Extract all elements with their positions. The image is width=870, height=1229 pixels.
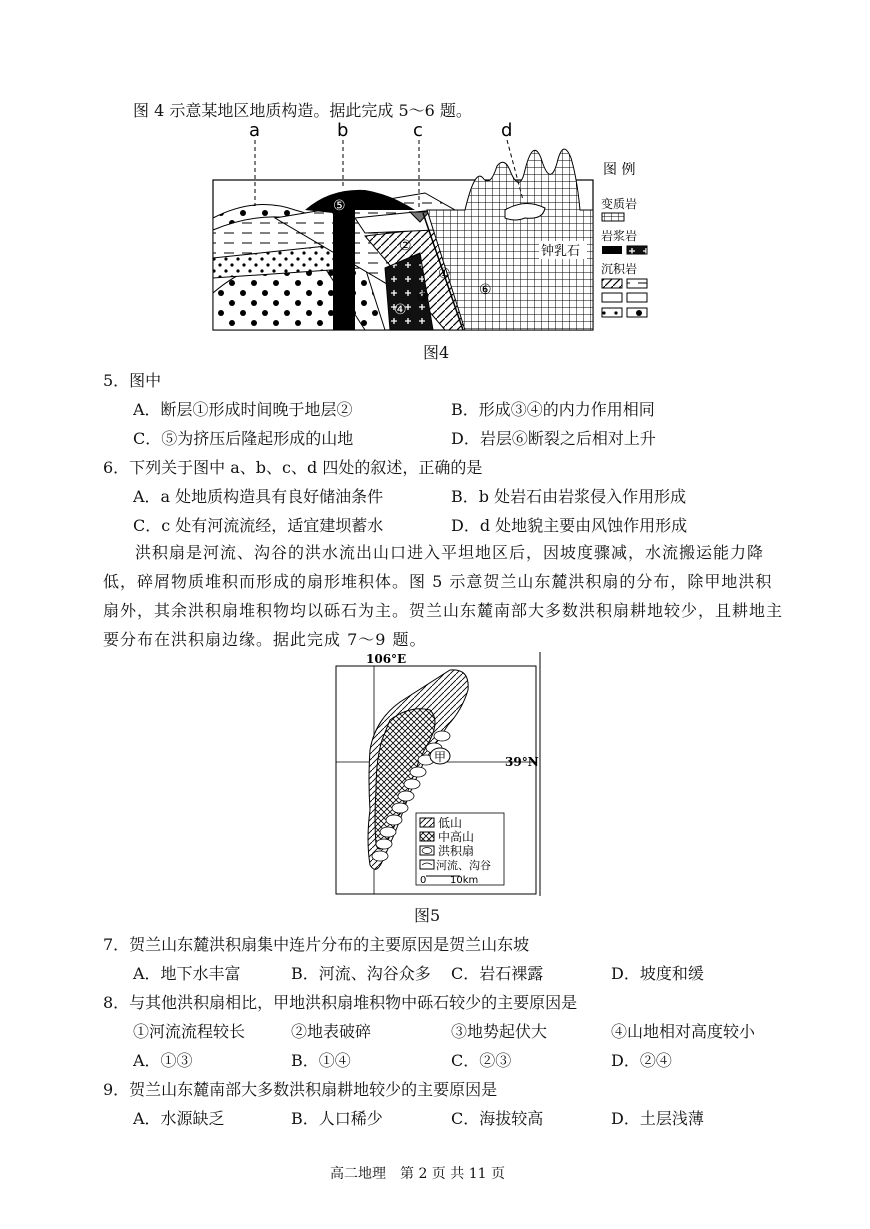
intro-fig5-paragraph: 洪积扇是河流、沟谷的洪水流出山口进入平坦地区后，因坡度骤减，水流搬运能力降低，碎屑物质堆积而形成的扇形堆积体。图 5 示意贺兰山东麓洪积扇的分布，除甲地洪积扇外，其余洪积扇堆积物均以砾石为主。贺兰山东麓南部大多数洪积扇耕地较少，且耕地主要分布在洪积扇边缘。据此完成 7～9 题。 <box>103 543 784 649</box>
q8-item-1: ①河流流程较长 <box>133 1022 246 1041</box>
fig5-legend-high: 中高山 <box>438 830 475 844</box>
label-6: ⑥ <box>479 282 492 298</box>
q6-option-c[interactable]: C．c 处有河流流经，适宜建坝蓄水 <box>133 516 384 535</box>
q6-option-a[interactable]: A．a 处地质构造具有良好储油条件 <box>133 487 384 506</box>
q8-option-b[interactable]: B．①④ <box>291 1051 351 1070</box>
fig5-legend-low: 低山 <box>438 816 463 830</box>
label-5: ⑤ <box>333 198 346 214</box>
jia-label: 甲 <box>434 750 447 764</box>
figure-5-caption: 图5 <box>414 906 441 925</box>
q5-option-a[interactable]: A．断层①形成时间晚于地层② <box>133 400 353 419</box>
fig5-legend-fan: 洪积扇 <box>438 844 475 858</box>
q7-option-b[interactable]: B．河流、沟谷众多 <box>291 964 431 983</box>
figure-4-geologic-section <box>205 118 675 340</box>
q7-stem: 7．贺兰山东麓洪积扇集中连片分布的主要原因是贺兰山东坡 <box>103 935 530 954</box>
point-a: a <box>249 120 261 141</box>
q5-stem: 5．图中 <box>103 371 162 390</box>
latitude-label: 39°N <box>505 755 539 769</box>
q9-option-a[interactable]: A．水源缺乏 <box>133 1109 225 1128</box>
stalactite-label: 钟乳石 <box>541 244 581 259</box>
q6-stem: 6．下列关于图中 a、b、c、d 四处的叙述，正确的是 <box>103 458 483 477</box>
legend-title: 图 例 <box>603 162 636 178</box>
q7-option-c[interactable]: C．岩石裸露 <box>451 964 544 983</box>
q5-option-d[interactable]: D．岩层⑥断裂之后相对上升 <box>451 429 656 448</box>
figure-5-map <box>330 650 545 898</box>
fig5-legend-river: 河流、沟谷 <box>436 859 491 872</box>
scale-length: 10km <box>450 875 479 886</box>
label-2: ② <box>399 238 412 254</box>
q8-item-2: ②地表破碎 <box>291 1022 372 1041</box>
point-c: c <box>413 120 423 141</box>
label-4: ④ <box>394 302 407 318</box>
point-b: b <box>337 120 349 141</box>
legend-igneous: 岩浆岩 <box>601 229 638 243</box>
q6-option-b[interactable]: B．b 处岩石由岩浆侵入作用形成 <box>451 487 687 506</box>
scale-zero: 0 <box>420 875 427 886</box>
label-1: ① <box>438 266 451 282</box>
figure-4-caption: 图4 <box>423 343 450 362</box>
q8-option-d[interactable]: D．②④ <box>611 1051 672 1070</box>
point-d: d <box>501 120 513 141</box>
q8-stem: 8．与其他洪积扇相比，甲地洪积扇堆积物中砾石较少的主要原因是 <box>103 993 578 1012</box>
legend-metamorphic: 变质岩 <box>601 197 638 211</box>
q8-option-c[interactable]: C．②③ <box>451 1051 512 1070</box>
q6-option-d[interactable]: D．d 处地貌主要由风蚀作用形成 <box>451 516 688 535</box>
q9-option-c[interactable]: C．海拔较高 <box>451 1109 544 1128</box>
q9-option-b[interactable]: B．人口稀少 <box>291 1109 383 1128</box>
q8-item-4: ④山地相对高度较小 <box>611 1022 756 1041</box>
longitude-label: 106°E <box>366 652 407 666</box>
page-footer: 高二地理 第 2 页 共 11 页 <box>330 1166 505 1182</box>
q8-option-a[interactable]: A．①③ <box>133 1051 193 1070</box>
q7-option-d[interactable]: D．坡度和缓 <box>611 964 704 983</box>
q5-option-c[interactable]: C．⑤为挤压后隆起形成的山地 <box>133 429 354 448</box>
q9-option-d[interactable]: D．土层浅薄 <box>611 1109 704 1128</box>
label-3: ③ <box>417 289 430 305</box>
q8-item-3: ③地势起伏大 <box>451 1022 548 1041</box>
legend-sedimentary: 沉积岩 <box>601 262 638 276</box>
q9-stem: 9．贺兰山东麓南部大多数洪积扇耕地较少的主要原因是 <box>103 1080 498 1099</box>
q7-option-a[interactable]: A．地下水丰富 <box>133 964 241 983</box>
intro-fig4: 图 4 示意某地区地质构造。据此完成 5～6 题。 <box>133 101 472 120</box>
q5-option-b[interactable]: B．形成③④的内力作用相同 <box>451 400 655 419</box>
